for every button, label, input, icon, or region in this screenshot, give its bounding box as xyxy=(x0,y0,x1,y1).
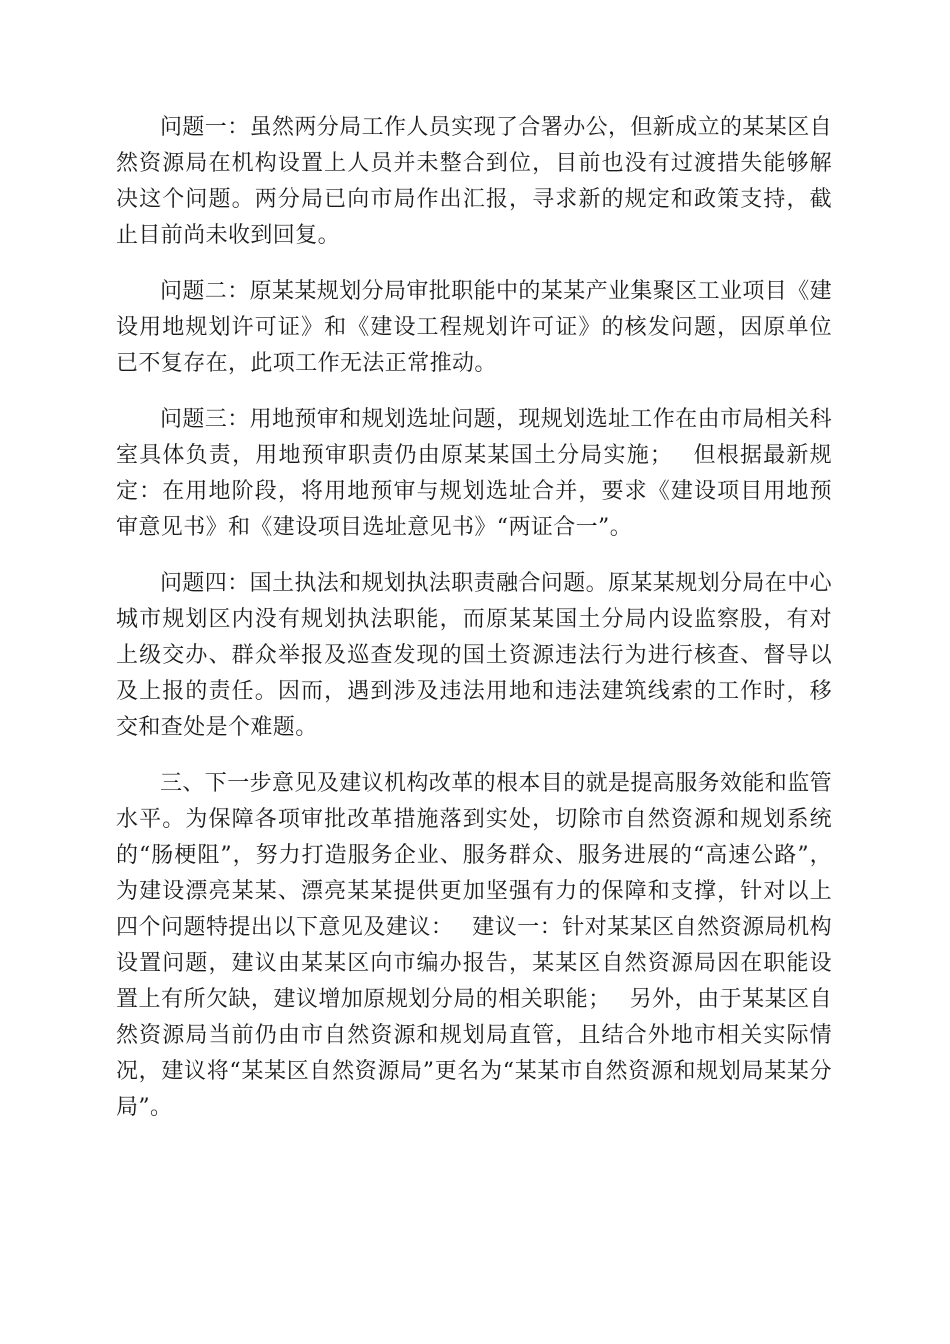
paragraph-next-steps: 三、下一步意见及建议机构改革的根本目的就是提高服务效能和监管水平。为保障各项审批改革措施落到实处，切除市自然资源和规划系统的“肠梗阻”，努力打造服务企业、服务群众、服务进展的“高速公路”，为建设漂亮某某、漂亮某某提供更加坚强有力的保障和支撑，针对以上四个问题特提出以下意见及建议： 建议一：针对某某区自然资源局机构设置问题，建议由某某区向市编办报告，某某区自然资源局因在职能设置上有所欠缺，建议增加原规划分局的相关职能； 另外，由于某某区自然资源局当前仍由市自然资源和规划局直管，且结合外地市相关实际情况，建议将“某某区自然资源局”更名为“某某市自然资源和规划局某某分局”。 xyxy=(116,771,833,1120)
document-body xyxy=(116,110,832,1146)
paragraph-issue-two: 问题二：原某某规划分局审批职能中的某某产业集聚区工业项目《建设用地规划许可证》和《建设工程规划许可证》的核发问题，因原单位已不复存在，此项工作无法正常推动。 xyxy=(116,279,833,376)
paragraph-issue-four: 问题四：国土执法和规划执法职责融合问题。原某某规划分局在中心城市规划区内没有规划执法职能，而原某某国土分局内设监察股，有对上级交办、群众举报及巡查发现的国土资源违法行为进行核查、督导以及上报的责任。因而，遇到涉及违法用地和违法建筑线索的工作时，移交和查处是个难题。 xyxy=(116,571,833,740)
paragraph-issue-three: 问题三：用地预审和规划选址问题，现规划选址工作在由市局相关科室具体负责，用地预审职责仍由原某某国土分局实施； 但根据最新规定：在用地阶段，将用地预审与规划选址合并，要求《建设项目用地预审意见书》和《建设项目选址意见书》“两证合一”。 xyxy=(116,407,833,540)
paragraph-issue-one: 问题一：虽然两分局工作人员实现了合署办公，但新成立的某某区自然资源局在机构设置上人员并未整合到位，目前也没有过渡措失能够解决这个问题。两分局已向市局作出汇报，寻求新的规定和政策支持，截止目前尚未收到回复。 xyxy=(116,115,833,248)
